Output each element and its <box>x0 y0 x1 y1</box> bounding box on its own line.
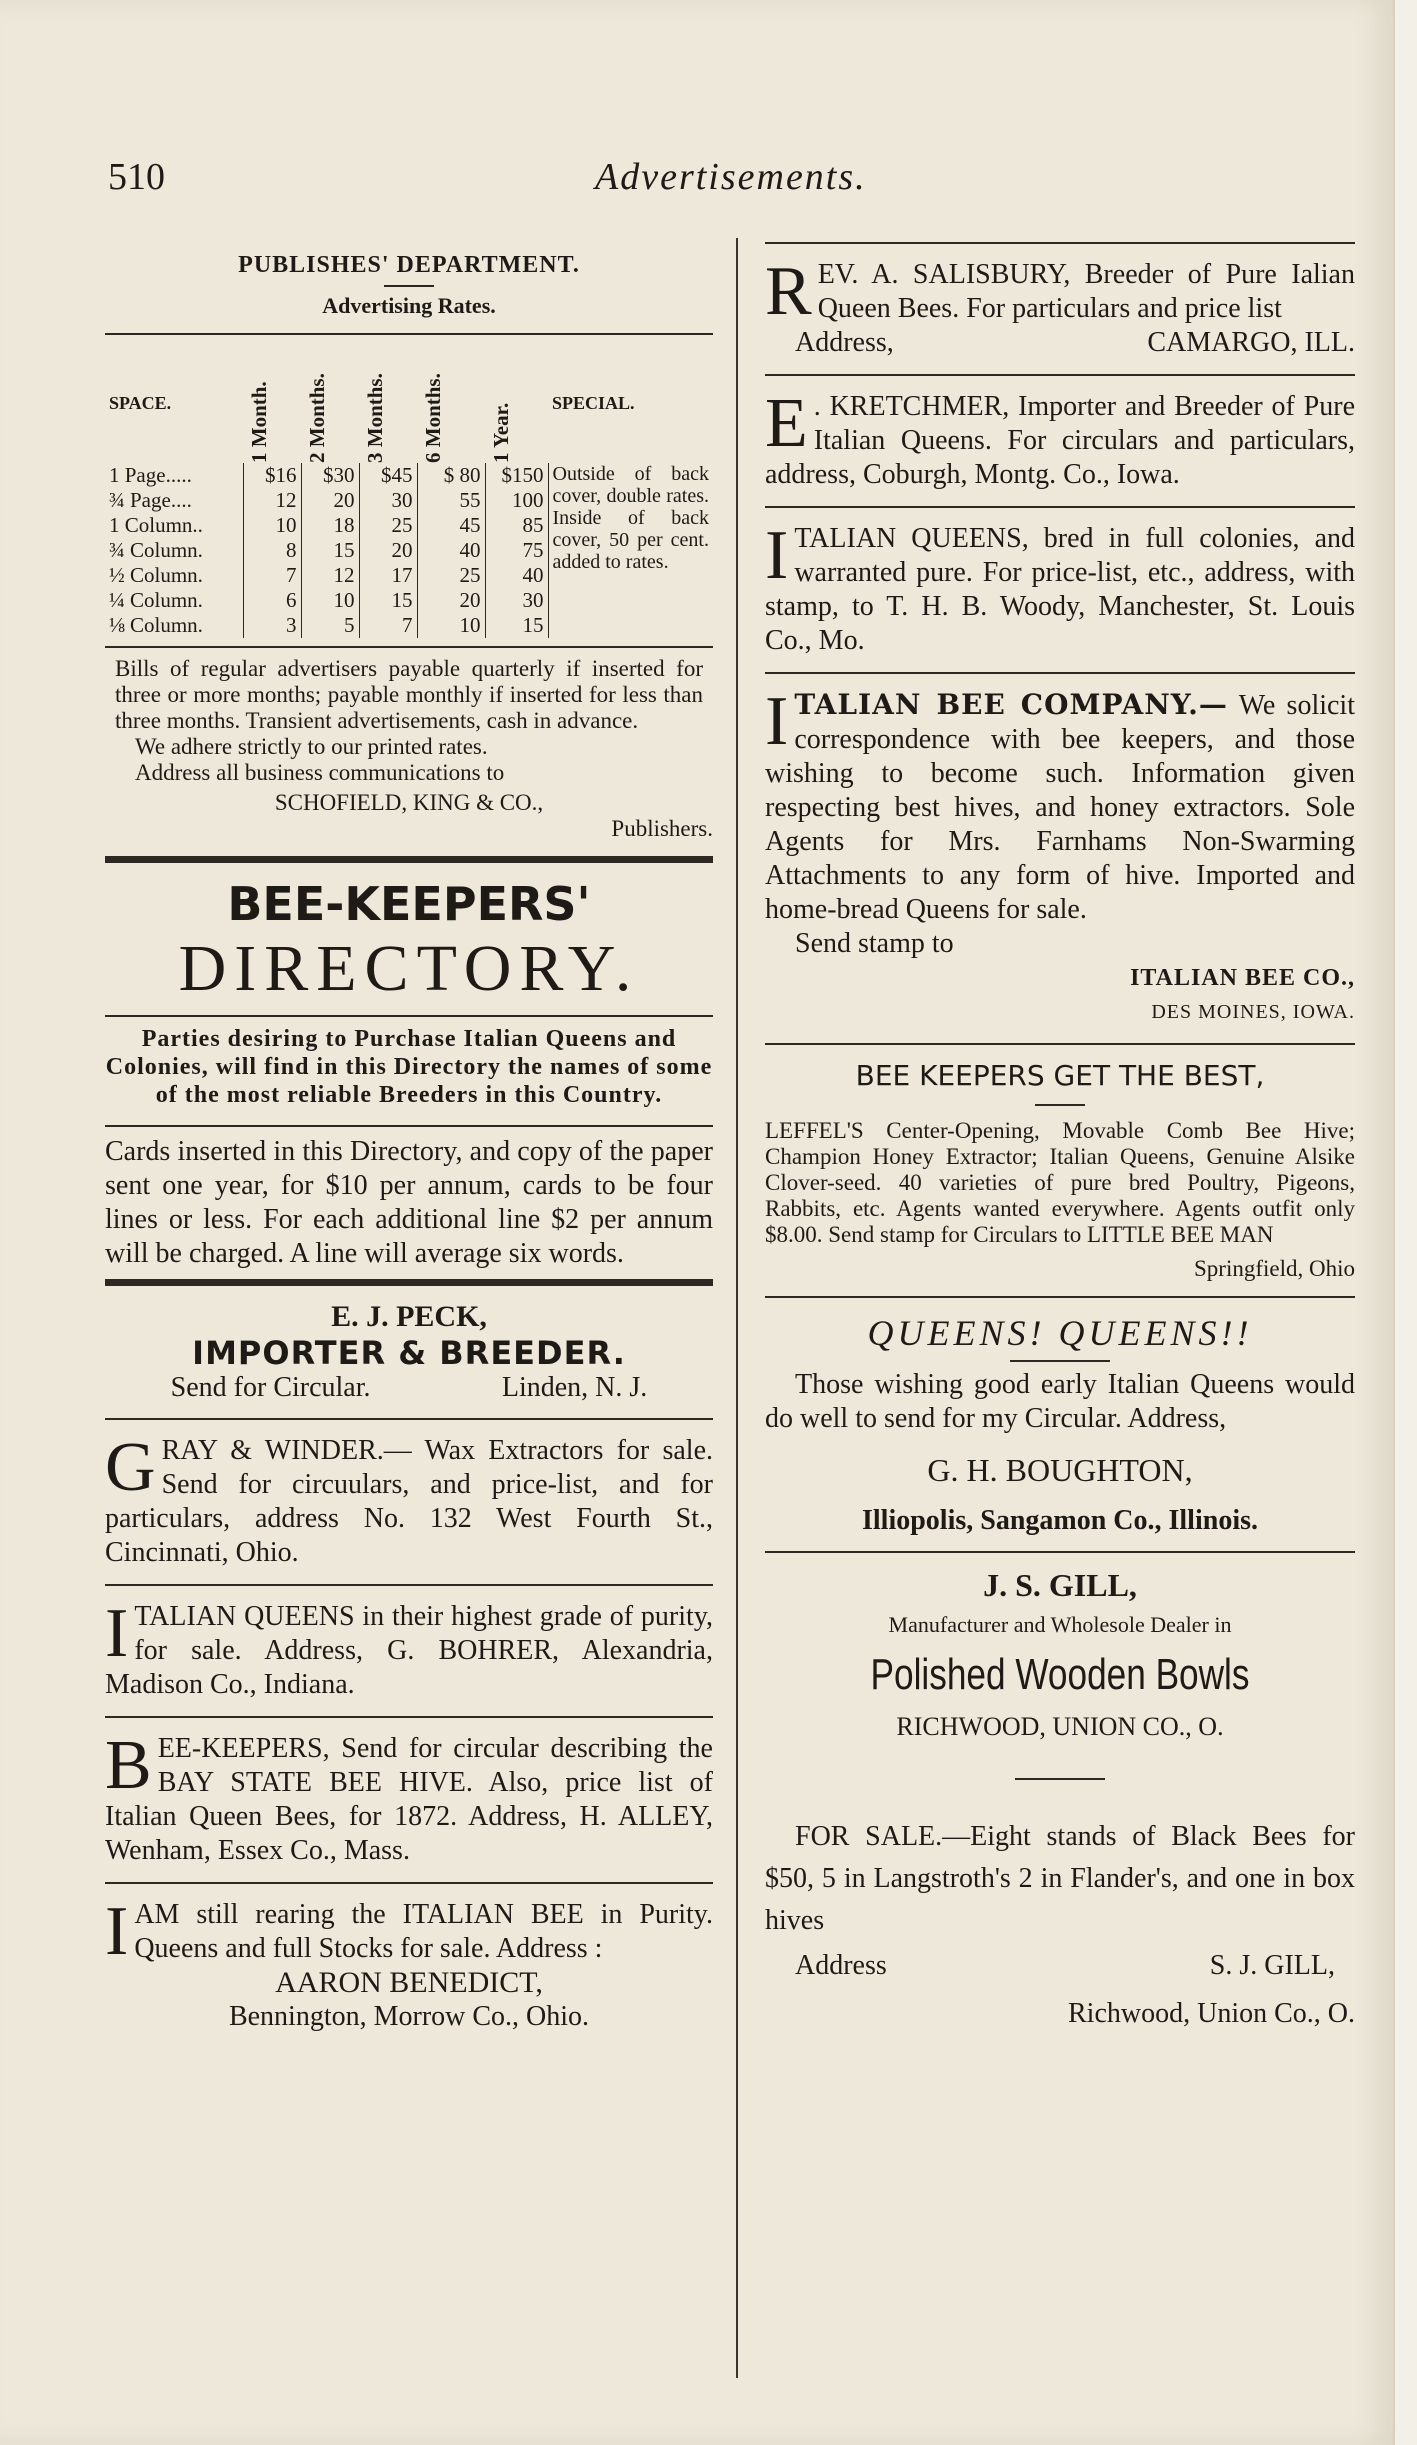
divider <box>105 1882 713 1884</box>
peck-name: E. J. PECK, <box>331 1300 487 1333</box>
rate-cell: 8 <box>243 538 301 563</box>
sale-place: Richwood, Union Co., O. <box>1068 1998 1355 2029</box>
peck-ad <box>105 1300 713 1404</box>
divider <box>105 1418 713 1420</box>
best-ad <box>765 1059 1355 1282</box>
space-cell: ¼ Column. <box>105 588 243 613</box>
divider <box>765 1043 1355 1045</box>
page-number: 510 <box>108 156 165 198</box>
space-cell: ¾ Column. <box>105 538 243 563</box>
divider <box>105 856 713 863</box>
divider <box>765 374 1355 376</box>
peck-place: Linden, N. J. <box>501 1372 648 1403</box>
sale-address-label: Address <box>795 1950 887 1981</box>
best-place: Springfield, Ohio <box>1194 1256 1355 1281</box>
divider <box>765 242 1355 244</box>
rate-cell: 85 <box>485 513 548 538</box>
drop-cap: I <box>765 517 789 594</box>
divider <box>105 1584 713 1586</box>
space-cell: ¾ Page.... <box>105 488 243 513</box>
rate-cell: 7 <box>243 563 301 588</box>
drop-cap: G <box>105 1429 156 1506</box>
salisbury-ad <box>765 253 1355 360</box>
rate-cell: 12 <box>301 563 359 588</box>
queens-text: Those wishing good early Italian Queens would do well to send for my Circular. Address, <box>765 1369 1355 1434</box>
divider <box>765 672 1355 674</box>
sale-name: S. J. GILL, <box>1209 1950 1335 1981</box>
rate-cell: 15 <box>359 588 417 613</box>
divider <box>1015 1778 1105 1780</box>
italian-bee-co-send: Send stamp to <box>795 928 954 959</box>
divider <box>765 1551 1355 1553</box>
table-header-row <box>105 343 713 463</box>
drop-cap: I <box>105 1893 129 1970</box>
drop-cap: B <box>105 1727 152 1804</box>
divider <box>1035 1104 1085 1106</box>
rate-cell: $150 <box>485 463 548 488</box>
italian-bee-co-ad <box>765 683 1355 1029</box>
rate-cell: 40 <box>417 538 485 563</box>
woody-ad <box>765 517 1355 658</box>
rate-cell: 15 <box>485 613 548 638</box>
rate-cell: $45 <box>359 463 417 488</box>
divider <box>105 1279 713 1286</box>
drop-cap: R <box>765 253 812 330</box>
right-column <box>765 238 1355 2044</box>
alley-ad <box>105 1727 713 1868</box>
gill-ad <box>765 1567 1355 1742</box>
col-header-2m: 2 Months. <box>305 373 329 463</box>
page-edge <box>1393 0 1417 2445</box>
column-divider <box>736 238 738 2378</box>
best-text: LEFFEL'S Center-Opening, Movable Comb Bee Hive; Champion Honey Extractor; Italian Queens, Genuine Alsike Clover-seed. 40 varieties of pure bred Poultry, Pigeons, Rabbits, etc. Agents wanted everywhere. Agents outfit only $8.00. Send stamp for Circulars to LITTLE BEE MAN <box>765 1118 1355 1247</box>
benedict-ad <box>105 1893 713 2034</box>
rate-cell: 15 <box>301 538 359 563</box>
address-text: Address all business communications to <box>135 760 505 785</box>
rate-cell: $30 <box>301 463 359 488</box>
col-header-6m: 6 Months. <box>421 373 445 463</box>
kretchmer-text: . KRETCHMER, Importer and Breeder of Pure Italian Queens. For circulars and particulars, address, Coburgh, Montg. Co., Iowa. <box>765 391 1355 490</box>
directory-description: Parties desiring to Purchase Italian Queens and Colonies, will find in this Directory the names of some of the most reliable Breeders in this Country. <box>105 1026 713 1108</box>
rate-cell: 25 <box>417 563 485 588</box>
gill-sub: Manufacturer and Wholesole Dealer in <box>888 1612 1232 1637</box>
rate-cell: $ 80 <box>417 463 485 488</box>
drop-cap: I <box>105 1595 129 1672</box>
special-note: Outside of back cover, double rates. Inside of back cover, 50 per cent. added to rates. <box>552 463 709 573</box>
salisbury-place: CAMARGO, ILL. <box>1147 327 1355 358</box>
rate-cell: $16 <box>243 463 301 488</box>
italian-bee-co-title: TALIAN BEE COMPANY.— <box>794 688 1228 721</box>
col-header-3m: 3 Months. <box>363 373 387 463</box>
table-row <box>105 463 713 488</box>
alley-text: EE-KEEPERS, Send for circular describing the BAY STATE BEE HIVE. Also, price list of Italian Queen Bees, for 1872. Address, H. ALLEY, Wenham, Essex Co., Mass. <box>105 1733 713 1866</box>
italian-bee-co-place: DES MOINES, IOWA. <box>1151 1001 1355 1023</box>
boughton-ad <box>765 1312 1355 1537</box>
salisbury-text: EV. A. SALISBURY, Breeder of Pure Ialian Queen Bees. For particulars and price list <box>817 259 1355 324</box>
rate-cell: 40 <box>485 563 548 588</box>
divider <box>105 1125 713 1127</box>
sale-ad <box>765 1816 1355 2030</box>
italian-bee-co-name: ITALIAN BEE CO., <box>1130 965 1355 991</box>
sale-text: FOR SALE.—Eight stands of Black Bees for $50, 5 in Langstroth's 2 in Flander's, and one in box hives <box>765 1821 1355 1936</box>
rate-cell: 5 <box>301 613 359 638</box>
divider <box>105 333 713 335</box>
space-cell: ⅛ Column. <box>105 613 243 638</box>
rate-cell: 6 <box>243 588 301 613</box>
divider <box>384 285 434 287</box>
boughton-name: G. H. BOUGHTON, <box>927 1452 1193 1488</box>
directory-title-2: DIRECTORY. <box>178 932 640 1005</box>
benedict-place: Bennington, Morrow Co., Ohio. <box>228 2001 590 2032</box>
gray-winder-text: RAY & WINDER.— Wax Extractors for sale. Send for circuulars, and price-list, and for particulars, address No. 132 West Fourth St., Cincinnati, Ohio. <box>105 1435 713 1568</box>
firm-name: SCHOFIELD, KING & CO., <box>274 790 544 815</box>
rate-cell: 75 <box>485 538 548 563</box>
rate-cell: 100 <box>485 488 548 513</box>
col-header-1m: 1 Month. <box>247 381 271 463</box>
space-cell: ½ Column. <box>105 563 243 588</box>
publishers-title: PUBLISHES' DEPARTMENT. <box>238 252 580 278</box>
rate-cell: 55 <box>417 488 485 513</box>
publishers-subtitle: Advertising Rates. <box>322 293 496 318</box>
page-title: Advertisements. <box>595 156 867 198</box>
bohrer-text: TALIAN QUEENS in their highest grade of purity, for sale. Address, G. BOHRER, Alexandria, Madison Co., Indiana. <box>105 1601 713 1700</box>
rate-cell: 30 <box>359 488 417 513</box>
rate-cell: 3 <box>243 613 301 638</box>
space-cell: 1 Page..... <box>105 463 243 488</box>
directory-title-1: BEE-KEEPERS' <box>227 877 591 931</box>
divider <box>765 506 1355 508</box>
rate-cell: 25 <box>359 513 417 538</box>
divider <box>1010 1360 1110 1362</box>
woody-text: TALIAN QUEENS, bred in full colonies, and warranted pure. For price-list, etc., address, with stamp, to T. H. B. Woody, Manchester, St. Louis Co., Mo. <box>765 523 1355 656</box>
best-title: BEE KEEPERS GET THE BEST, <box>855 1059 1265 1092</box>
rate-cell: 20 <box>359 538 417 563</box>
rate-cell: 18 <box>301 513 359 538</box>
boughton-place: Illiopolis, Sangamon Co., Illinois. <box>861 1505 1258 1536</box>
left-column <box>105 238 713 2048</box>
peck-send: Send for Circular. <box>170 1372 371 1403</box>
italian-bee-co-text: We solicit correspondence with bee keepers, and those wishing to become such. Information given respecting best hives, and honey extractors. Sole Agents for Mrs. Farnhams Non-Swarming Attachments to any form of hive. Imported and home-bread Queens for sale. <box>765 690 1355 925</box>
bills-text: Bills of regular advertisers payable quarterly if inserted for three or more months; payable monthly if inserted for less than three months. Transient advertisements, cash in advance. <box>115 656 703 733</box>
divider <box>105 646 713 648</box>
col-header-1y: 1 Year. <box>489 402 513 463</box>
publishers-label: Publishers. <box>611 816 713 841</box>
rate-cell: 20 <box>417 588 485 613</box>
directory-cards-text: Cards inserted in this Directory, and copy of the paper sent one year, for $10 per annum, cards to be four lines or less. For each additional line $2 per annum will be charged. A line will average six words. <box>105 1136 713 1269</box>
drop-cap: I <box>765 683 789 760</box>
peck-title: IMPORTER & BREEDER. <box>192 1334 626 1372</box>
rate-cell: 10 <box>301 588 359 613</box>
rates-table <box>105 343 713 638</box>
rate-cell: 7 <box>359 613 417 638</box>
gill-place: RICHWOOD, UNION CO., O. <box>896 1712 1224 1741</box>
queens-title: QUEENS! QUEENS!! <box>867 1313 1253 1353</box>
kretchmer-ad <box>765 385 1355 492</box>
space-cell: 1 Column.. <box>105 513 243 538</box>
rate-cell: 10 <box>417 613 485 638</box>
adhere-text: We adhere strictly to our printed rates. <box>135 734 488 759</box>
divider <box>105 1716 713 1718</box>
salisbury-address-label: Address, <box>795 327 894 358</box>
col-header-special: SPECIAL. <box>552 392 635 413</box>
rate-cell: 30 <box>485 588 548 613</box>
gill-product: Polished Wooden Bowls <box>870 1650 1250 1699</box>
col-header-space: SPACE. <box>109 392 172 413</box>
bohrer-ad <box>105 1595 713 1702</box>
gill-name: J. S. GILL, <box>983 1567 1137 1603</box>
rate-cell: 17 <box>359 563 417 588</box>
rate-cell: 20 <box>301 488 359 513</box>
gray-winder-ad <box>105 1429 713 1570</box>
rate-cell: 10 <box>243 513 301 538</box>
rate-cell: 45 <box>417 513 485 538</box>
drop-cap: E <box>765 385 808 462</box>
divider <box>765 1296 1355 1298</box>
divider <box>105 1015 713 1017</box>
benedict-name: AARON BENEDICT, <box>275 1966 543 1999</box>
benedict-text: AM still rearing the ITALIAN BEE in Purity. Queens and full Stocks for sale. Address : <box>134 1899 713 1964</box>
rate-cell: 12 <box>243 488 301 513</box>
